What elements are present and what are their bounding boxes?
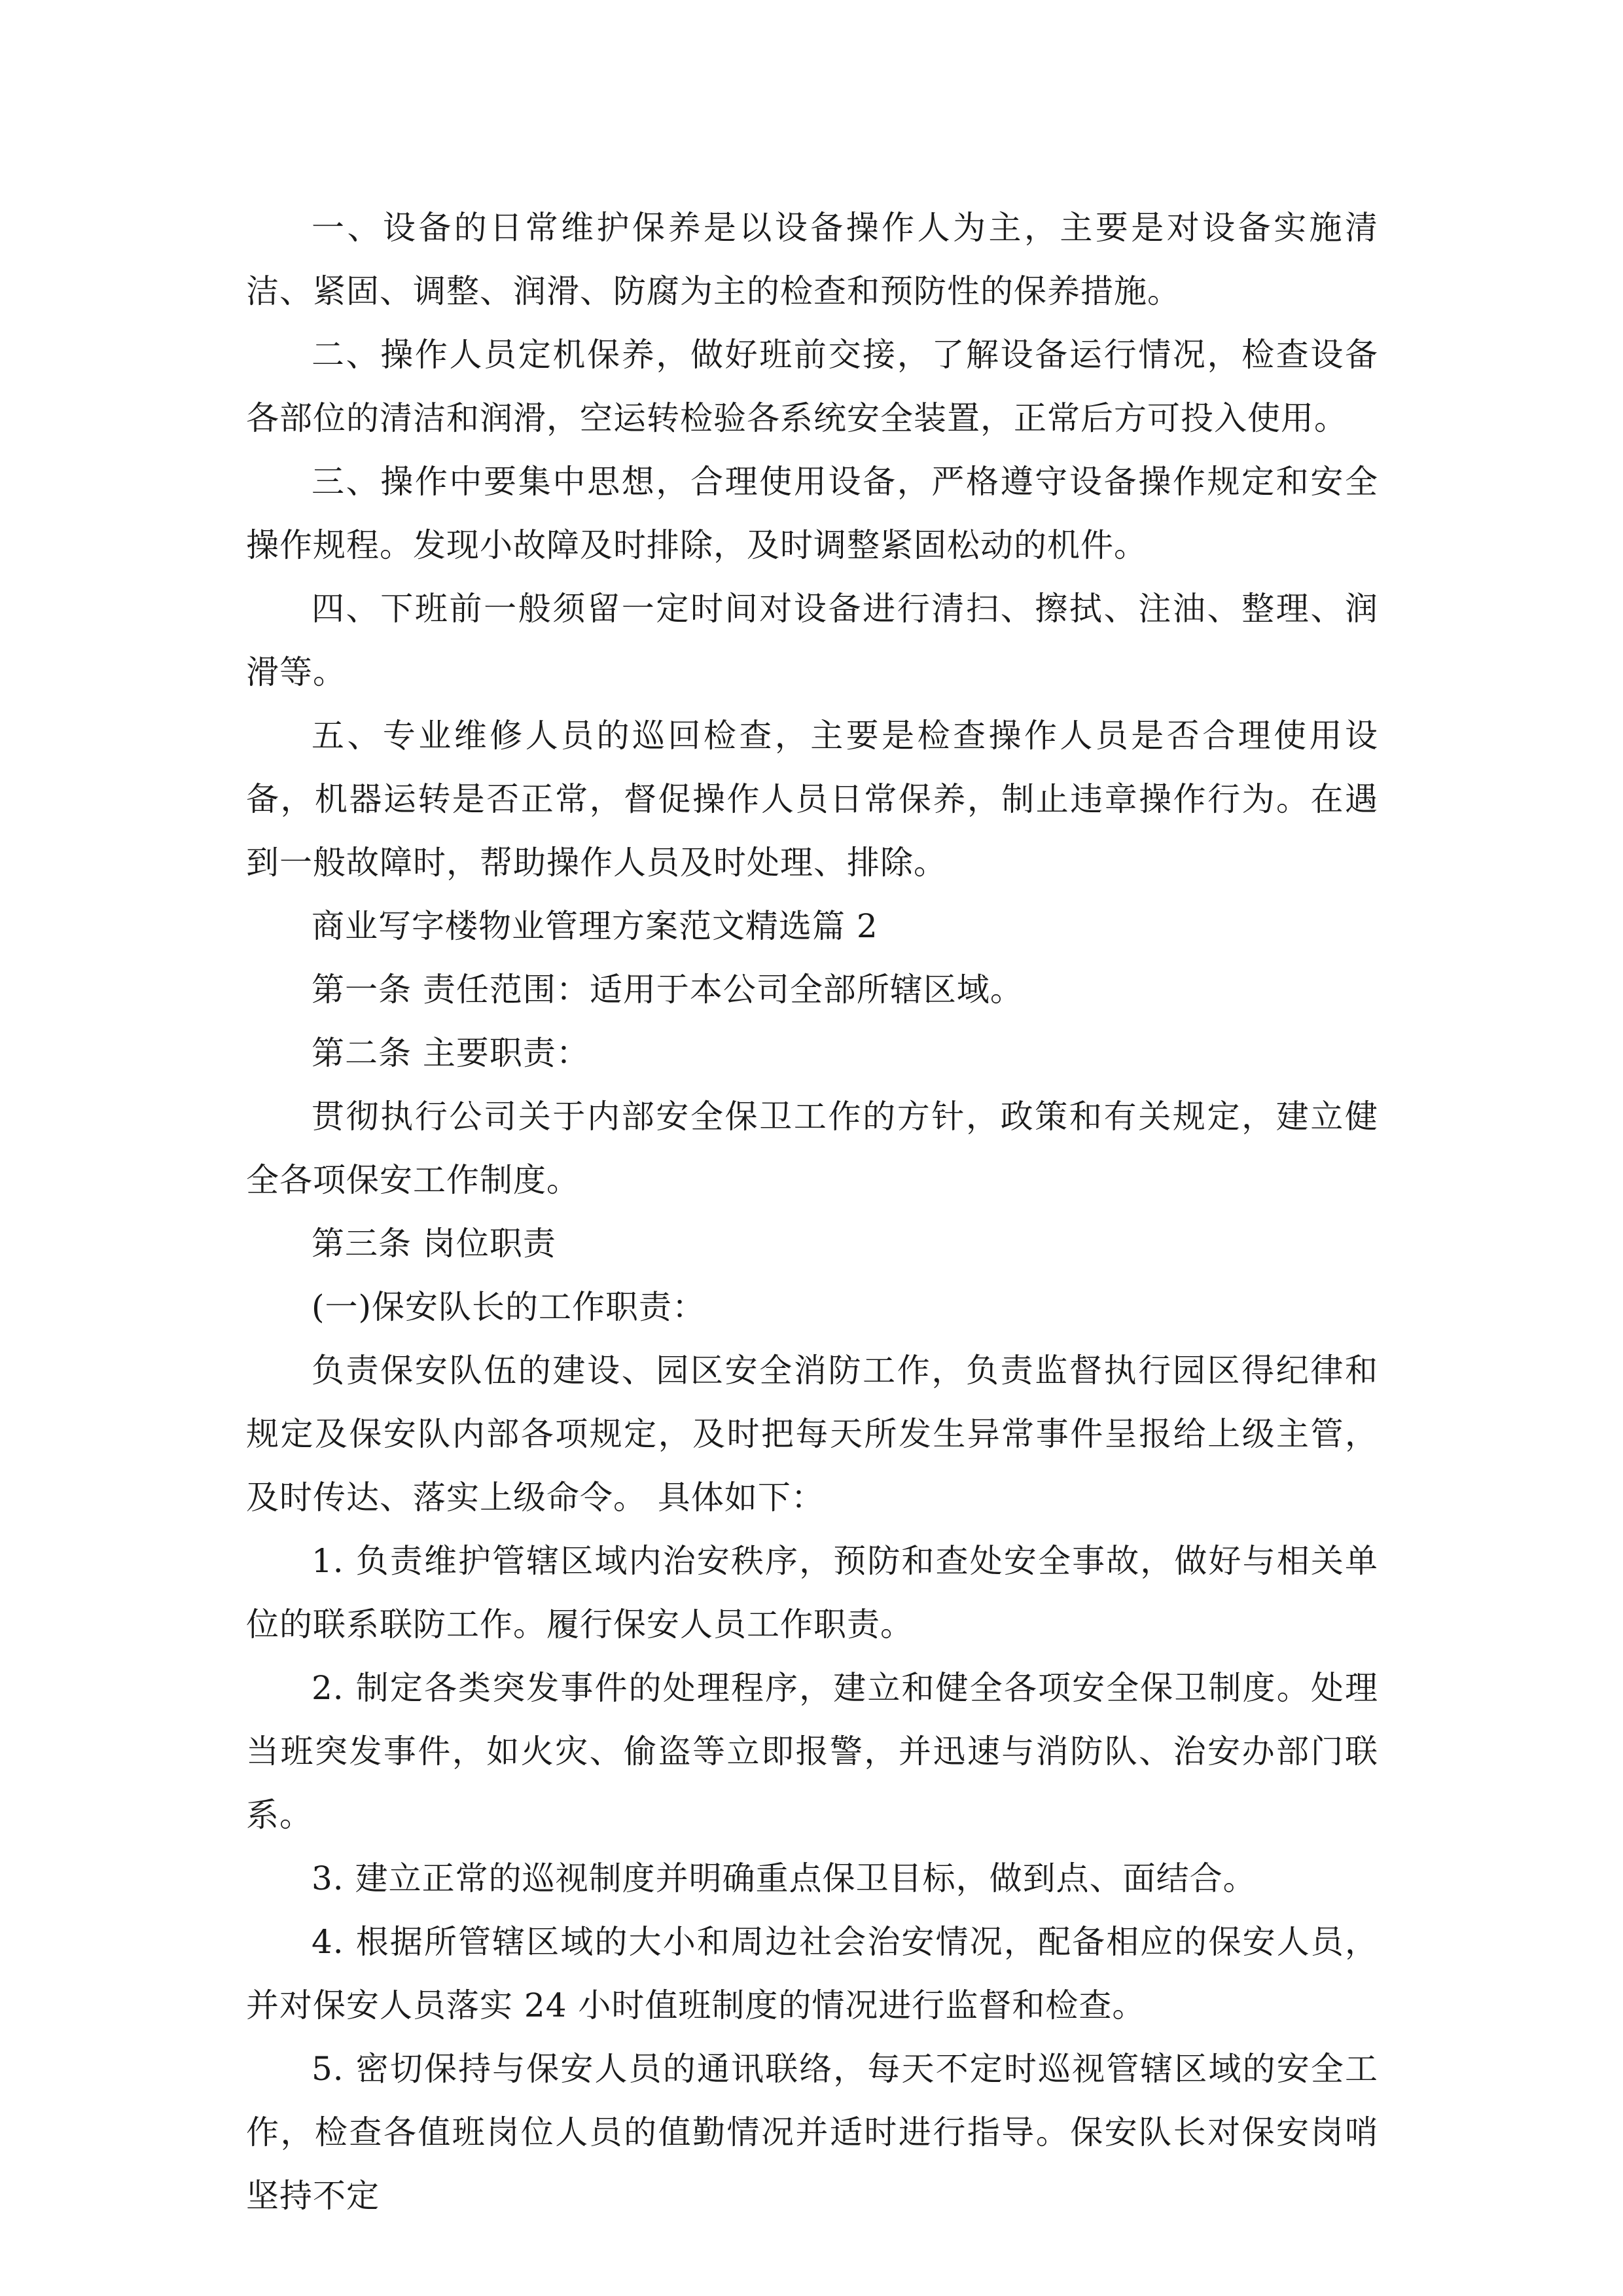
list-item: 3. 建立正常的巡视制度并明确重点保卫目标，做到点、面结合。 <box>312 1859 1257 1897</box>
document-body <box>246 196 1378 2228</box>
list-item: 4. 根据所管辖区域的大小和周边社会治安情况，配备相应的保安人员，并对保安人员落实 24 小时值班制度的情况进行监督和检查。 <box>246 1923 1378 2024</box>
article-heading: 第三条 岗位职责 <box>312 1225 556 1263</box>
paragraph: 一、设备的日常维护保养是以设备操作人为主，主要是对设备实施清洁、紧固、调整、润滑、防腐为主的检查和预防性的保养措施。 <box>246 209 1378 310</box>
paragraph: 五、专业维修人员的巡回检查，主要是检查操作人员是否合理使用设备，机器运转是否正常，督促操作人员日常保养，制止违章操作行为。在遇到一般故障时，帮助操作人员及时处理、排除。 <box>246 717 1378 882</box>
article-heading: 第二条 主要职责： <box>312 1034 590 1072</box>
section-heading: 商业写字楼物业管理方案范文精选篇 2 <box>312 907 878 945</box>
list-item: 2. 制定各类突发事件的处理程序，建立和健全各项安全保卫制度。处理当班突发事件，如火灾、偷盗等立即报警，并迅速与消防队、治安办部门联系。 <box>246 1669 1378 1834</box>
paragraph: 贯彻执行公司关于内部安全保卫工作的方针，政策和有关规定，建立健全各项保安工作制度。 <box>246 1098 1378 1199</box>
article-heading: 第一条 责任范围：适用于本公司全部所辖区域。 <box>312 971 1024 1009</box>
list-item: 5. 密切保持与保安人员的通讯联络，每天不定时巡视管辖区域的安全工作，检查各值班岗位人员的值勤情况并适时进行指导。保安队长对保安岗哨坚持不定 <box>246 2050 1378 2215</box>
paragraph: 二、操作人员定机保养，做好班前交接，了解设备运行情况，检查设备各部位的清洁和润滑，空运转检验各系统安全装置，正常后方可投入使用。 <box>246 336 1378 437</box>
sub-heading: (一)保安队长的工作职责： <box>312 1288 706 1326</box>
paragraph: 三、操作中要集中思想，合理使用设备，严格遵守设备操作规定和安全操作规程。发现小故障及时排除，及时调整紧固松动的机件。 <box>246 463 1378 564</box>
paragraph: 负责保安队伍的建设、园区安全消防工作，负责监督执行园区得纪律和规定及保安队内部各项规定，及时把每天所发生异常事件呈报给上级主管，及时传达、落实上级命令。 具体如下： <box>246 1352 1378 1516</box>
list-item: 1. 负责维护管辖区域内治安秩序，预防和查处安全事故，做好与相关单位的联系联防工作。履行保安人员工作职责。 <box>246 1542 1378 1643</box>
paragraph: 四、下班前一般须留一定时间对设备进行清扫、擦拭、注油、整理、润滑等。 <box>246 590 1378 691</box>
